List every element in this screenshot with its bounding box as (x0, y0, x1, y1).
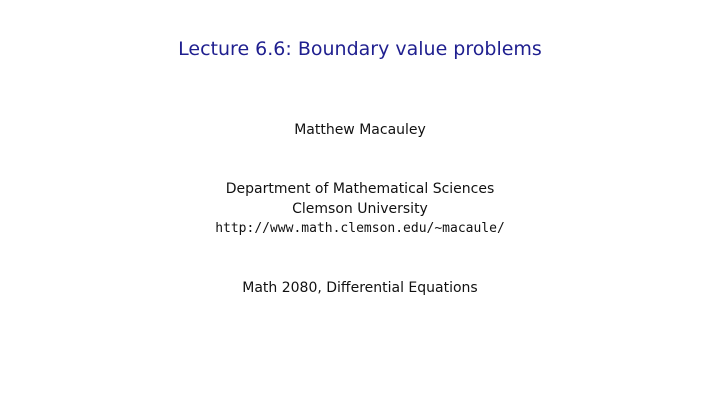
course-name: Math 2080, Differential Equations (242, 280, 478, 296)
slide-title: Lecture 6.6: Boundary value problems (178, 38, 542, 60)
university-name: Clemson University (292, 201, 428, 217)
department-name: Department of Mathematical Sciences (225, 181, 495, 197)
author-name: Matthew Macauley (294, 122, 426, 138)
author-url: http://www.math.clemson.edu/~macaule/ (215, 221, 505, 236)
